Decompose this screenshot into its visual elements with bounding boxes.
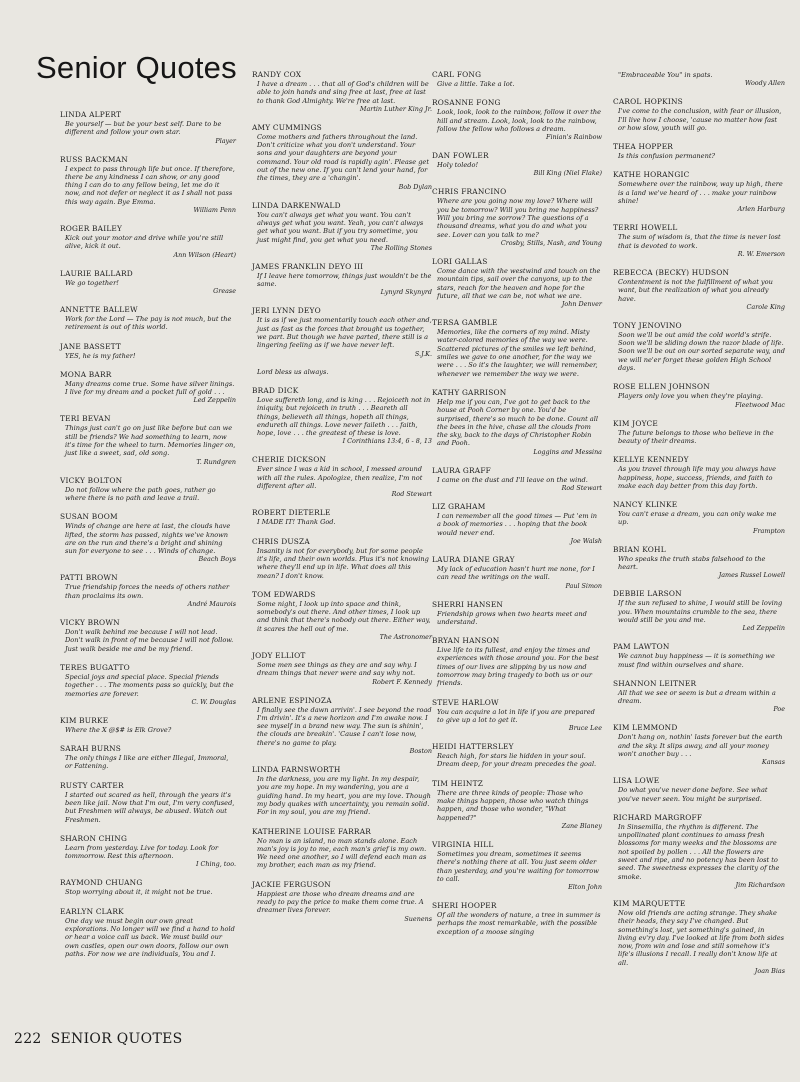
quote-attribution: Arlen Harburg [737,205,785,214]
senior-name: KIM BURKE [60,715,109,725]
quote-entry [60,512,236,563]
quote-attribution: Ann Wilson (Heart) [173,250,236,259]
quote-attribution: R. W. Emerson [737,249,785,258]
senior-name: JANE BASSETT [60,341,122,351]
quote-entry [432,187,602,246]
quote-attribution: Paul Simon [565,581,602,590]
quote-entry [60,744,236,771]
senior-name: CARL FONG [432,70,482,79]
quote-entry [432,151,602,177]
quote-text: Where are you going now my love? Where will you be tomorrow? Will you bring me happiness? Will you bring me sorrow? The questions of a thousand dreams, what you do and what you see. Lover can you talk to me? [437,197,599,239]
quote-entry [60,663,236,706]
quote-text: Don't walk behind me because I will not lead. Don't walk in front of me because I will not follow. Just walk beside me and be my friend. [65,628,234,653]
quote-attribution: I Corinthians 13:4, 6 - 8, 13 [342,437,432,446]
senior-name: VIRGINIA HILL [432,839,494,849]
senior-name: CAROL HOPKINS [613,97,683,107]
quote-text: If I leave here tomorrow, things just wouldn't be the same. [257,271,432,289]
quote-attribution: Beach Boys [198,555,236,564]
quote-text: Contentment is not the fulfillment of what you want, but the realization of what you already have. [618,277,773,303]
page-number: 222 [14,1031,42,1047]
quote-text: All that we see or seem is but a dream within a dream. [618,688,776,706]
quote-text: Help me if you can, I've got to get back to the house at Pooh Corner by one. You'd be surprised, there's so much to be done. Count all the bees in the hive, chase all the clouds from the sky, back to the days of Christopher Robin and Pooh. [437,397,598,448]
quote-text: There are three kinds of people: Those who make things happen, those who watch things happen, and those who wonder, "What happened?" [437,788,589,822]
quote-text: Soon we'll be out amid the cold world's strife. Soon we'll be sliding down the razor blade of life. Soon we'll be out on our sorted separate way, and we will ne'er forget these golden High School days. [618,330,785,373]
section-name: SENIOR QUOTES [50,1031,183,1047]
quote-text: Come mothers and fathers throughout the land. Don't criticize what you don't understand. Your sons and your daughters are beyond your command. Your old road is rapidly agin'. Please get out of the new one. If you can't lend your hand, for the times, they are a 'changin'. [257,132,429,183]
quote-entry [60,878,236,896]
senior-name: ROGER BAILEY [60,224,123,234]
quote-entry [252,827,432,870]
senior-name: DAN FOWLER [432,151,489,161]
quote-text: Somewhere over the rainbow, way up high, there is a land we've heard of . . . make your rainbow shine! [618,180,783,206]
quote-text: I MADE IT! Thank God. [257,518,336,527]
senior-name: MONA BARR [60,369,112,379]
quote-text: True friendship forces the needs of others rather than proclaims its own. [65,583,230,600]
quote-attribution: Bob Dylan [398,182,432,191]
quote-entry [432,698,602,733]
senior-name: SHERI HOOPER [432,901,497,911]
quote-entry [60,907,236,958]
quote-text: Some night, I look up into space and think, somebody's out there. And other times, I look up and think that there's nobody out there. Either way, it scares the hell out of me. [257,599,431,633]
quote-entry [613,170,785,213]
senior-name: LISA LOWE [613,776,660,786]
quote-text: The future belongs to those who believe in the beauty of their dreams. [618,428,774,445]
quote-text: Do what you've never done before. See what you've never seen. You might be surprised. [618,786,768,803]
quote-entry [60,224,236,259]
quote-entry [613,723,785,766]
quote-text: If the sun refused to shine, I would still be loving you. When mountains crumble to the sea, there would still be you and me. [618,599,783,624]
senior-name: CHRIS DUSZA [252,536,310,546]
quote-text: Love suffereth long, and is king . . . Rejoiceth not in iniquity, but rejoiceth in truth . . . Beareth all things, believeth all things, hopeth all things, endureth all things. Love never faileth . . . faith, hope, love . . . the greatest of these is love. [257,395,431,438]
quote-entry [432,98,602,141]
quote-text: Lord bless us always. [257,367,329,376]
senior-name: ANNETTE BALLEW [60,304,138,314]
quote-entry [60,414,236,465]
quote-text: We cannot buy happiness — it is something we must find within ourselves and share. [618,652,775,669]
quote-entry [613,142,785,160]
quote-attribution: Joan Bias [754,967,785,976]
quote-entry [60,305,236,332]
quote-text: Happiest are those who dream dreams and are ready to pay the price to make them come true. A dreamer lives forever. [257,889,424,915]
senior-name: KIM MARQUETTE [613,898,686,908]
quote-entry [432,779,602,830]
quote-entry [613,545,785,580]
quote-entry [432,70,602,88]
quote-entry [252,123,432,191]
quote-attribution: Woody Allen [744,79,785,88]
quote-text: The only things I like are either Illegal, Immoral, or Fattening. [65,754,229,771]
quote-text: No man is an island, no man stands alone. Each man's joy is joy to me, each man's grief is my own. We need one another, so I will defend each man as my brother, each man as my friend. [257,836,427,870]
quote-attribution: Jim Richardson [735,880,785,889]
quote-text: You can't always get what you want. You can't always get what you want. Yeah, you can't always get what you want. But if you try sometime, you just might find, you get what you need. [257,210,424,244]
quote-text: Don't hang on, nothin' lasts forever but the earth and the sky. It slips away, and all your money won't another buy . . . [618,733,783,758]
senior-name: JERI LYNN DEYO [252,306,321,316]
quote-attribution: Elton John [568,883,602,892]
quote-attribution: Crosby, Stills, Nash, and Young [500,238,602,247]
quote-text: My lack of education hasn't hurt me none, for I can read the writings on the wall. [437,564,595,582]
quote-attribution: Grease [213,286,236,295]
quote-entry [252,262,432,297]
quote-entry [613,899,785,975]
senior-name: LORI GALLAS [432,256,488,266]
quote-entry [60,834,236,869]
quote-entry [432,636,602,687]
senior-name: LAURA GRAFF [432,465,491,475]
quote-text: As you travel through life may you always have happiness, hope, success, friends, and faith to make each day better from this day forth. [618,465,776,490]
quote-entry [613,223,785,258]
quote-text: Friendship grows when two hearts meet and understand. [437,609,587,626]
quote-text: Who speaks the truth stabs falsehood to the heart. [618,554,766,572]
quote-entry [252,590,432,641]
quote-entry [252,696,432,755]
quote-entry [613,642,785,669]
quote-text: In the darkness, you are my light. In my despair, you are my hope. In my wandering, you are a guiding hand. In my heart, you are my love. Though my body quakes with uncertainty, you remain solid. For in my soul, you are my friend. [257,775,431,817]
quote-text: Of all the wonders of nature, a tree in summer is perhaps the most remarkable, with the possible exception of a moose singing [437,911,601,936]
quote-entry [252,765,432,816]
senior-name: DEBBIE LARSON [613,589,682,599]
page-footer [14,1031,183,1047]
senior-name: ROSANNE FONG [432,98,501,108]
senior-name: LIZ GRAHAM [432,502,486,512]
quote-entry [432,840,602,891]
senior-name: KIM JOYCE [613,418,658,428]
senior-name: SUSAN BOOM [60,512,118,522]
quote-text: The sum of wisdom is, that the time is never lost that is devoted to work. [618,233,781,250]
quote-entry [60,573,236,608]
quote-text: You can acquire a lot in life if you are prepared to give up a lot to get it. [437,707,595,724]
quote-entry [60,370,236,405]
senior-name: STEVE HARLOW [432,697,499,707]
quotes-column-4 [613,70,785,985]
senior-name: KELLYE KENNEDY [613,455,689,465]
quote-entry [613,500,785,535]
quote-text: Do not follow where the path goes, rather go where there is no path and leave a trail. [65,485,216,502]
senior-name: TIM HEINTZ [432,778,484,788]
quote-attribution: C. W. Douglas [191,697,236,706]
quote-entry [60,618,236,653]
quote-attribution: Bruce Lee [568,724,602,733]
senior-name: TERI BEVAN [60,414,111,424]
senior-name: REBECCA (BECKY) HUDSON [613,267,730,277]
quote-attribution: Poe [773,705,785,714]
quote-entry [613,813,785,889]
quote-attribution: Carole King [746,302,785,311]
quote-attribution: Loggins and Messina [533,447,602,456]
senior-name: VICKY BROWN [60,618,120,628]
quote-attribution: Boston [409,747,432,756]
quote-entry [432,318,602,378]
quote-entry [613,419,785,446]
senior-name: TERES BUGATTO [60,662,130,672]
quote-text: Where the X @$# is Elk Grove? [65,725,172,734]
quote-text: Players only love you when they're playing. [618,392,764,401]
quote-attribution: James Russel Lowell [718,571,785,580]
quote-attribution: T. Rundgren [196,457,236,466]
senior-name: LINDA ALPERT [60,110,122,119]
quote-text: You can't erase a dream, you can only wake me up. [618,510,777,527]
quote-text: "Embraceable You" in spats. [618,71,713,79]
quote-entry [613,71,785,87]
senior-name: ROBERT DIETERLE [252,508,331,518]
quote-text: It is as if we just momentarily touch each other and, just as fast as the forces that brought us together, we part. But though we have parted, there still is a lingering feeling as if we have never left. [257,316,432,350]
quote-entry [432,555,602,590]
senior-name: EARLYN CLARK [60,906,124,916]
quote-entry [613,776,785,803]
quote-text: Sometimes you dream, sometimes it seems there's nothing there at all. You just seem older than yesterday, and you're waiting for tomorrow to call. [437,849,599,883]
quote-attribution: Zane Blaney [561,821,602,830]
senior-name: ROSE ELLEN JOHNSON [613,382,710,392]
quote-entry [613,268,785,311]
quote-entry [252,201,432,252]
quote-attribution: Player [215,136,236,145]
quotes-column-2 [252,70,432,933]
quote-text: We go together! [65,278,119,287]
quote-entry [60,781,236,824]
quote-text: Things just can't go on just like before but can we still be friends? We had something to learn, now it's time for the wheel to turn. Memories linger on, just like a sweet, sad, old song. [65,424,236,458]
quote-entry [613,97,785,132]
quote-entry [613,382,785,408]
senior-name: SARAH BURNS [60,744,122,754]
quote-text: I expect to pass through life but once. If therefore, there be any kindness I can show, or any good thing I can do to any fellow being, let me do it now, and not defer or neglect it as I shall not pass this way again. Bye Emma. [65,164,235,206]
quote-attribution: Fleetwood Mac [735,400,785,409]
senior-name: JAMES FRANKLIN DEYO III [252,261,364,271]
quote-attribution: Robert F. Kennedy [372,677,432,686]
senior-name: JACKIE FERGUSON [252,879,331,889]
quote-text: Is this confusion permanent? [618,152,716,161]
quote-text: Stop worrying about it, it might not be true. [65,888,213,897]
quote-attribution: Suenens [404,914,432,923]
quote-text: I've come to the conclusion, with fear or illusion, I'll live how I choose, 'cause no matter how fast or how slow, youth will go. [618,107,782,132]
quote-attribution: The Rolling Stones [370,243,432,252]
quote-text: Look, look, look to the rainbow, follow it over the hill and stream. Look, look, look to the rainbow, follow the fellow who follows a dream. [437,108,602,133]
quote-entry [60,476,236,503]
quote-entry [252,386,432,445]
quote-text: I came on the dust and I'll leave on the wind. [437,475,588,484]
senior-name: BRIAN KOHL [613,544,666,554]
quote-text: Ever since I was a kid in school, I messed around with all the rules. Apologize, then realize, I'm not different after all. [257,465,423,491]
quote-entry [613,679,785,714]
senior-name: PATTI BROWN [60,573,118,583]
senior-name: KATHERINE LOUISE FARRAR [252,826,371,836]
senior-name: PAM LAWTON [613,642,670,652]
quote-entry [60,716,236,734]
senior-name: KATHE HORANGIC [613,170,690,180]
quote-attribution: Finian's Rainbow [546,133,602,142]
senior-name: HEIDI HATTERSLEY [432,742,514,752]
quote-entry [252,508,432,526]
quote-text: One day we must begin our own great explorations. No longer will we find a hand to hold or hear a voice call us back. We must build our own castles, open our own doors, follow our own paths. For now we are individuals, You and I. [65,916,235,958]
senior-name: CHRIS FRANCINO [432,187,507,197]
quote-attribution: Rod Stewart [391,490,432,499]
quote-text: Now old friends are acting strange. They shake their heads, they say I've changed. But something's lost, yet something's gained, in living ev'ry day. I've looked at life from both sides now, from win and lose and still somehow it's life's illusions I recall. I really don't know life at all. [618,908,785,967]
quote-text: Memories, like the corners of my mind. Misty water-colored memories of the way we were. Scattered pictures of the smiles we left behind, smiles we gave to one another, for the way we were . . . So it's the laughter, we will remember, whenever we remember the way we were. [437,328,598,378]
senior-name: TERRI HOWELL [613,223,678,233]
quote-attribution: Led Zeppelin [193,396,236,405]
quote-text: Come dance with the westwind and touch on the mountain tips, sail over the canyons, up to the stars, reach for the heaven and hope for the future, all that we can be, not what we are. [437,266,601,300]
quote-entry [252,651,432,686]
quote-text: Many dreams come true. Some have silver linings. I live for my dream and a pocket full of gold . . . [65,379,235,397]
quote-entry [613,321,785,372]
quote-entry [432,257,602,308]
page-title: Senior Quotes [36,50,237,85]
quote-text: Insanity is not for everybody, but for some people it's life, and their own worlds. Plus it's not knowing where they'll end up in life. What does all this mean? I don't know. [257,546,429,580]
senior-name: LINDA FARNSWORTH [252,765,341,775]
senior-name: RAYMOND CHUANG [60,878,143,888]
quote-entry [252,537,432,580]
quote-attribution: Frampton [753,526,785,535]
quote-attribution: I Ching, too. [195,860,236,869]
quote-text: Be yourself — but be your best self. Dare to be different and follow your own star. [65,120,222,137]
senior-name: SHANNON LEITNER [613,678,697,688]
senior-name: RANDY COX [252,70,302,79]
quote-entry [252,455,432,498]
quote-attribution: André Maurois [187,600,236,609]
senior-name: RICHARD MARGROFF [613,812,703,822]
quote-entry [60,155,236,214]
quote-text: Kick out your motor and drive while you're still alive, kick it out. [65,234,224,251]
senior-name: NANCY KLINKE [613,500,678,510]
senior-name: BRYAN HANSON [432,636,500,646]
quote-entry [432,742,602,769]
senior-name: KATHY GARRISON [432,387,507,397]
quote-entry [252,306,432,357]
senior-name: AMY CUMMINGS [252,122,322,132]
quote-entry [252,880,432,923]
quote-text: Reach high, for stars lie hidden in your soul. Dream deep, for your dream precedes the goal. [437,752,597,769]
senior-name: LAURA DIANE GRAY [432,554,515,564]
quote-attribution: S.J.K. [414,349,432,358]
senior-name: LINDA DARKENWALD [252,200,341,210]
quote-text: I have a dream . . . that all of God's children will be able to join hands and sing free at last, free at last to thank God Almighty. We're free at last. [257,80,429,105]
senior-name: THEA HOPPER [613,142,674,152]
senior-name: BRAD DICK [252,385,299,395]
senior-name: SHARON CHING [60,833,128,843]
quote-attribution: Joe Walsh [570,536,602,545]
quote-entry [432,600,602,627]
quote-entry [613,455,785,490]
quote-text: Learn from yesterday. Live for today. Look for tommorrow. Rest this afternoon. [65,843,219,861]
quote-attribution: Martin Luther King Jr. [359,104,432,113]
senior-name: ARLENE ESPINOZA [252,695,332,705]
quote-text: Some men see things as they are and say why. I dream things that never were and say why not. [257,660,417,678]
quote-text: I started out scared as hell, through the years it's been like jail. Now that I'm out, I'm very confused, but Freshmen will always, be abused. Watch out Freshmen. [65,790,235,824]
quote-entry [252,70,432,113]
quote-attribution: Led Zeppelin [742,624,785,633]
quote-entry [613,589,785,632]
quote-text: I finally see the dawn arrivin'. I see beyond the road I'm drivin'. It's a new horizon and I'm awake now. I see myself in a brand new way. The sun is shinin', the clouds are breakin'. 'Cause I can't lose now, there's no game to play. [257,705,432,747]
senior-name: SHERRI HANSEN [432,599,504,609]
quote-text: Live life to its fullest, and enjoy the times and experiences with those around you. For the best times of our lives are slipping by us now and tomorrow may bring tragedy to both us or our friends. [437,646,599,688]
quote-attribution: The Astronomer [379,632,432,641]
senior-name: TOM EDWARDS [252,589,316,599]
senior-name: TONY JENOVINO [613,320,682,330]
quote-text: Work for the Lord — The pay is not much, but the retirement is out of this world. [65,314,232,332]
senior-name: VICKY BOLTON [60,475,123,485]
quotes-column-3 [432,70,602,946]
quote-entry [60,269,236,295]
quote-entry [60,110,236,145]
quote-text: Holy toledo! [437,161,479,170]
quote-entry [432,901,602,936]
quote-text: YES, he is my father! [65,351,136,360]
senior-name: TERSA GAMBLE [432,318,498,328]
senior-name: KIM LEMMOND [613,723,678,733]
senior-name: JODY ELLIOT [252,650,306,660]
senior-name: RUSTY CARTER [60,780,124,790]
senior-name: CHERIE DICKSON [252,455,327,465]
quote-entry [432,502,602,545]
quote-attribution: Lynyrd Skynyrd [380,288,432,297]
quote-attribution: John Denver [561,300,602,309]
quote-attribution: Bill King (Niel Flake) [533,169,602,178]
quote-entry [432,466,602,492]
quote-text: Give a little. Take a lot. [437,80,515,88]
senior-name: RUSS BACKMAN [60,154,128,164]
quote-attribution: Kansas [761,758,785,767]
quote-entry [252,368,432,376]
quote-attribution: William Penn [193,206,236,215]
quote-text: Winds of change are here at last, the clouds have lifted, the storm has passed, nights we've known are on the run and there's a bright and shining sun for everyone to see . . . Winds of change. [65,522,231,556]
quote-text: I can remember all the good times — Put 'em in a book of memories . . . hoping that the book would never end. [437,512,598,537]
quotes-column-1 [60,110,236,968]
quote-entry [60,342,236,360]
senior-name: LAURIE BALLARD [60,268,133,278]
quote-text: In Sinsemilla, the rhythm is different. The unpollinated plant continues to amass fresh blossoms for many weeks and the blossoms are not spoiled by pollen . . . All the flowers are sweet and ripe, and no potency has been lost to seed. The sweetness expresses the clarity of the smoke. [618,822,780,881]
quote-entry [432,388,602,456]
quote-text: Special joys and special place. Special friends together . . . The moments pass so quickly, but the memories are forever. [65,672,234,698]
quote-attribution: Rod Stewart [561,484,602,493]
